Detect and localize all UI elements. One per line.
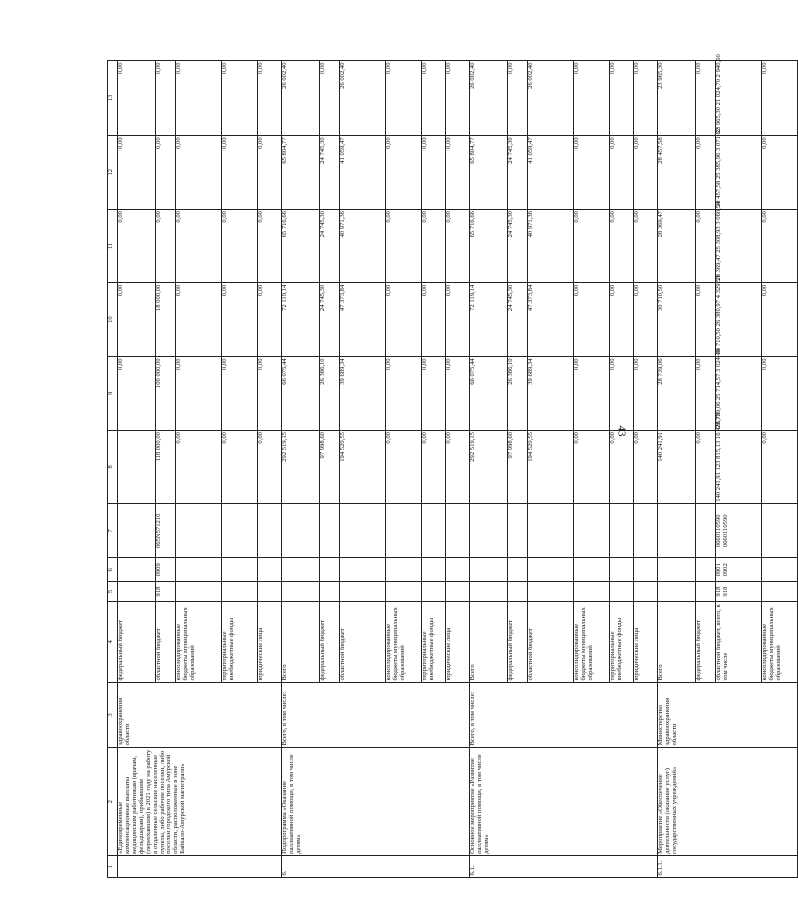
value-cell: 0,00	[222, 283, 258, 357]
value-cell: 0,00	[422, 430, 446, 504]
code-rzpr	[282, 558, 320, 582]
funding-source: территориальные внебюджетные фонды	[222, 601, 258, 682]
value-cell: 0,00	[386, 209, 422, 283]
code-csr	[118, 504, 156, 558]
value-cell: 0,00	[696, 356, 716, 430]
value-cell: 0,00	[574, 356, 610, 430]
value-cell: 26 386,10	[320, 356, 340, 430]
row-executor: Всего, в том числе:	[470, 683, 658, 748]
value-cell: 0,00	[634, 430, 658, 504]
code-grbs	[422, 582, 446, 602]
value-cell: 66 075,44	[470, 356, 508, 430]
code-csr	[320, 504, 340, 558]
value-cell: 65 804,77	[282, 135, 320, 209]
code-csr	[422, 504, 446, 558]
value-cell: 0,00	[222, 430, 258, 504]
value-cell: 0,00	[222, 356, 258, 430]
value-cell: 28 739,06	[658, 356, 696, 430]
code-rzpr	[340, 558, 386, 582]
value-cell: 0,00	[446, 356, 470, 430]
value-cell: 40 971,36	[528, 209, 574, 283]
code-grbs	[634, 582, 658, 602]
row-number: 6.1.1.	[658, 856, 798, 878]
value-cell: 0,00	[258, 209, 282, 283]
value-cell: 26 386,10	[508, 356, 528, 430]
funding-source: территориальные внебюджетные фонды	[422, 601, 446, 682]
value-cell: 0,00	[574, 61, 610, 136]
funding-source: Всего	[658, 601, 696, 682]
code-rzpr	[762, 558, 798, 582]
funding-source: консолидированные бюджеты муниципальных образований	[762, 601, 798, 682]
value-cell: 140 241,91 123 815,13 16 426,78	[716, 430, 762, 504]
code-grbs	[320, 582, 340, 602]
code-csr	[282, 504, 320, 558]
value-cell: 72 119,14	[282, 283, 320, 357]
value-cell: 47 373,84	[528, 283, 574, 357]
value-cell: 194 520,55	[340, 430, 386, 504]
value-cell: 0,00	[762, 430, 798, 504]
code-grbs	[470, 582, 508, 602]
value-cell: 28 457,58	[658, 135, 696, 209]
value-cell: 26 002,40	[282, 61, 320, 136]
value-cell: 0,00	[320, 61, 340, 136]
value-cell: 41 059,47	[340, 135, 386, 209]
code-rzpr	[470, 558, 508, 582]
value-cell: 0,00	[634, 356, 658, 430]
header-cell: 3	[108, 683, 118, 748]
funding-source: юридические лица	[258, 601, 282, 682]
code-grbs	[446, 582, 470, 602]
value-cell: 65 716,66	[470, 209, 508, 283]
value-cell: 292 519,15	[470, 430, 508, 504]
value-cell: 0,00	[610, 61, 634, 136]
funding-source: юридические лица	[634, 601, 658, 682]
code-csr: 0660110590 0660110590	[716, 504, 762, 558]
code-csr	[696, 504, 716, 558]
value-cell: 0,00	[258, 356, 282, 430]
funding-source: федеральный бюджет	[118, 601, 156, 682]
value-cell: 97 998,60	[508, 430, 528, 504]
value-cell: 0,00	[446, 283, 470, 357]
code-csr	[658, 504, 696, 558]
code-rzpr	[118, 558, 156, 582]
value-cell: 28 739,06 25 714,57 3 024,49	[716, 356, 762, 430]
value-cell: 65 804,77	[470, 135, 508, 209]
value-cell: 41 059,47	[528, 135, 574, 209]
funding-source: областной бюджет	[340, 601, 386, 682]
code-grbs	[574, 582, 610, 602]
code-grbs	[762, 582, 798, 602]
value-cell: 0,00	[422, 135, 446, 209]
code-csr	[762, 504, 798, 558]
code-csr	[508, 504, 528, 558]
funding-source: федеральный бюджет	[508, 601, 528, 682]
code-rzpr	[634, 558, 658, 582]
code-grbs	[658, 582, 696, 602]
table-body	[107, 54, 798, 878]
value-cell: 0,00	[696, 283, 716, 357]
value-cell: 0,00	[176, 283, 222, 357]
value-cell: 292 519,15	[282, 430, 320, 504]
value-cell: 23 965,30	[658, 61, 696, 136]
header-row	[108, 61, 118, 878]
value-cell: 24 745,30	[508, 209, 528, 283]
value-cell: 72 119,14	[470, 283, 508, 357]
value-cell	[118, 430, 156, 504]
value-cell: 0,00	[762, 356, 798, 430]
value-cell: 65 716,66	[282, 209, 320, 283]
value-cell: 0,00	[118, 283, 156, 357]
value-cell: 0,00	[574, 283, 610, 357]
code-rzpr: 0909	[156, 558, 176, 582]
value-cell: 0,00	[222, 61, 258, 136]
table-row	[282, 61, 320, 878]
value-cell: 0,00	[176, 209, 222, 283]
value-cell: 24 745,30	[508, 135, 528, 209]
value-cell: 0,00	[176, 430, 222, 504]
value-cell: 0,00	[156, 135, 176, 209]
code-grbs: 918 918	[716, 582, 762, 602]
value-cell: 0,00	[258, 283, 282, 357]
header-cell: 4	[108, 601, 118, 682]
code-rzpr	[320, 558, 340, 582]
code-grbs	[258, 582, 282, 602]
funding-source: Всего	[282, 601, 320, 682]
code-grbs	[118, 582, 156, 602]
value-cell: 0,00	[258, 430, 282, 504]
value-cell: 0,00	[696, 430, 716, 504]
code-rzpr	[696, 558, 716, 582]
code-grbs	[222, 582, 258, 602]
value-cell: 0,00	[422, 209, 446, 283]
value-cell: 0,00	[156, 61, 176, 136]
code-csr	[176, 504, 222, 558]
value-cell: 47 373,84	[340, 283, 386, 357]
row-executor: здравоохранения области	[118, 683, 282, 748]
value-cell: 0,00	[176, 61, 222, 136]
value-cell: 0,00	[258, 61, 282, 136]
value-cell: 0,00	[118, 135, 156, 209]
code-csr	[574, 504, 610, 558]
value-cell: 0,00	[386, 283, 422, 357]
value-cell: 140 241,91	[658, 430, 696, 504]
rotated-table-container	[107, 54, 782, 878]
value-cell: 0,00	[762, 283, 798, 357]
value-cell: 24 745,30	[508, 283, 528, 357]
value-cell: 26 002,40	[470, 61, 508, 136]
value-cell: 0,00	[222, 135, 258, 209]
table-row	[470, 61, 508, 878]
table-row	[658, 61, 696, 878]
code-rzpr	[176, 558, 222, 582]
code-grbs: 918	[156, 582, 176, 602]
value-cell: 0,00	[762, 61, 798, 136]
funding-source: областной бюджет, всего, в том числе	[716, 601, 762, 682]
value-cell: 26 002,40	[528, 61, 574, 136]
value-cell: 40 971,36	[340, 209, 386, 283]
funding-source: консолидированные бюджеты муниципальных образований	[176, 601, 222, 682]
value-cell: 0,00	[446, 209, 470, 283]
funding-source: областной бюджет	[156, 601, 176, 682]
header-cell: 8	[108, 430, 118, 504]
header-cell: 1	[108, 856, 118, 878]
header-cell: 12	[108, 135, 118, 209]
row-number: 6.1.	[470, 856, 658, 878]
code-rzpr	[222, 558, 258, 582]
code-csr	[222, 504, 258, 558]
value-cell: 100 000,00	[156, 356, 176, 430]
code-csr	[610, 504, 634, 558]
code-grbs	[386, 582, 422, 602]
value-cell: 28 457,58 25 385,96 3 071,62	[716, 135, 762, 209]
value-cell: 97 998,60	[320, 430, 340, 504]
row-executor: Министерство здравоохранения области	[658, 683, 798, 748]
code-grbs	[176, 582, 222, 602]
code-rzpr	[610, 558, 634, 582]
value-cell: 0,00	[634, 61, 658, 136]
header-cell: 9	[108, 356, 118, 430]
value-cell: 0,00	[634, 283, 658, 357]
row-name: Мероприятие «Обеспечение деятельности (оказание услуг) государственных учреждений»	[658, 748, 798, 856]
value-cell: 18 000,00	[156, 283, 176, 357]
row-name: «Единовременные компенсационные выплаты медицинским работникам (врачам, фельдшерам), прибывшим (переехавшим) в 2021 году на работу в отдаленные сельские населенные пункты, либо рабочие поселки, либо поселки городского типа Амурской области, расположенные в зоне Байкало-Амурской магистрали»	[118, 748, 282, 856]
code-rzpr	[528, 558, 574, 582]
value-cell: 0,00	[118, 356, 156, 430]
header-cell: 2	[108, 748, 118, 856]
code-grbs	[696, 582, 716, 602]
value-cell: 0,00	[446, 135, 470, 209]
value-cell: 118 000,00	[156, 430, 176, 504]
code-grbs	[528, 582, 574, 602]
value-cell: 30 710,50	[658, 283, 696, 357]
value-cell: 0,00	[118, 61, 156, 136]
value-cell: 0,00	[696, 135, 716, 209]
row-executor: Всего, в том числе:	[282, 683, 470, 748]
header-cell: 5	[108, 582, 118, 602]
code-grbs	[508, 582, 528, 602]
value-cell: 0,00	[156, 209, 176, 283]
value-cell: 0,00	[508, 61, 528, 136]
code-rzpr	[386, 558, 422, 582]
value-cell: 0,00	[176, 135, 222, 209]
code-rzpr	[422, 558, 446, 582]
code-csr: 065N571210	[156, 504, 176, 558]
value-cell: 28 369,47	[658, 209, 696, 283]
value-cell: 0,00	[574, 135, 610, 209]
value-cell: 0,00	[422, 356, 446, 430]
header-cell: 6	[108, 558, 118, 582]
code-rzpr	[658, 558, 696, 582]
value-cell: 0,00	[176, 356, 222, 430]
code-rzpr	[258, 558, 282, 582]
value-cell: 0,00	[634, 135, 658, 209]
value-cell: 0,00	[696, 61, 716, 136]
row-name: Подпрограмма «Оказание паллиативной помощи, в том числе детям»	[282, 748, 470, 856]
code-grbs	[340, 582, 386, 602]
value-cell: 0,00	[610, 430, 634, 504]
code-csr	[386, 504, 422, 558]
code-rzpr: 0901 0902	[716, 558, 762, 582]
header-cell: 13	[108, 61, 118, 136]
code-grbs	[282, 582, 320, 602]
value-cell: 24 745,30	[320, 209, 340, 283]
value-cell: 0,00	[422, 283, 446, 357]
code-csr	[340, 504, 386, 558]
code-rzpr	[508, 558, 528, 582]
value-cell: 24 745,30	[320, 283, 340, 357]
value-cell: 0,00	[696, 209, 716, 283]
value-cell: 66 075,44	[282, 356, 320, 430]
value-cell: 23 965,30 21 024,70 2 940,60	[716, 61, 762, 136]
code-rzpr	[574, 558, 610, 582]
value-cell: 39 689,34	[340, 356, 386, 430]
funding-source: областной бюджет	[528, 601, 574, 682]
funding-source: Всего	[470, 601, 508, 682]
value-cell: 39 689,34	[528, 356, 574, 430]
header-cell: 11	[108, 209, 118, 283]
budget-table	[107, 54, 798, 878]
value-cell: 194 520,55	[528, 430, 574, 504]
value-cell: 26 002,40	[340, 61, 386, 136]
funding-source: консолидированные бюджеты муниципальных образований	[386, 601, 422, 682]
value-cell: 30 710,50 26 380,97 4 329,53	[716, 283, 762, 357]
value-cell: 0,00	[422, 61, 446, 136]
funding-source: федеральный бюджет	[320, 601, 340, 682]
value-cell: 0,00	[762, 135, 798, 209]
value-cell: 0,00	[118, 209, 156, 283]
value-cell: 0,00	[574, 430, 610, 504]
value-cell: 0,00	[762, 209, 798, 283]
code-csr	[634, 504, 658, 558]
value-cell: 0,00	[574, 209, 610, 283]
value-cell: 0,00	[258, 135, 282, 209]
value-cell: 0,00	[386, 61, 422, 136]
row-number	[118, 856, 282, 878]
page-number: 43	[615, 425, 628, 437]
code-csr	[528, 504, 574, 558]
value-cell: 0,00	[386, 135, 422, 209]
header-cell: 7	[108, 504, 118, 558]
funding-source: юридические лица	[446, 601, 470, 682]
value-cell: 0,00	[610, 356, 634, 430]
value-cell: 0,00	[610, 283, 634, 357]
value-cell: 0,00	[386, 430, 422, 504]
funding-source: консолидированные бюджеты муниципальных образований	[574, 601, 610, 682]
code-rzpr	[446, 558, 470, 582]
value-cell: 0,00	[634, 209, 658, 283]
value-cell: 0,00	[222, 209, 258, 283]
table-row	[118, 61, 156, 878]
row-name: Основное мероприятие «Развитие паллиативной помощи, в том числе детям»	[470, 748, 658, 856]
code-csr	[258, 504, 282, 558]
value-cell: 28 369,47 25 308,93 3 060,54	[716, 209, 762, 283]
funding-source: территориальные внебюджетные фонды	[610, 601, 634, 682]
value-cell: 0,00	[610, 209, 634, 283]
code-csr	[470, 504, 508, 558]
value-cell: 0,00	[446, 430, 470, 504]
value-cell: 0,00	[610, 135, 634, 209]
value-cell: 24 745,30	[320, 135, 340, 209]
header-cell: 10	[108, 283, 118, 357]
value-cell: 0,00	[386, 356, 422, 430]
value-cell: 0,00	[446, 61, 470, 136]
code-grbs	[610, 582, 634, 602]
row-number: 6.	[282, 856, 470, 878]
code-csr	[446, 504, 470, 558]
funding-source: федеральный бюджет	[696, 601, 716, 682]
